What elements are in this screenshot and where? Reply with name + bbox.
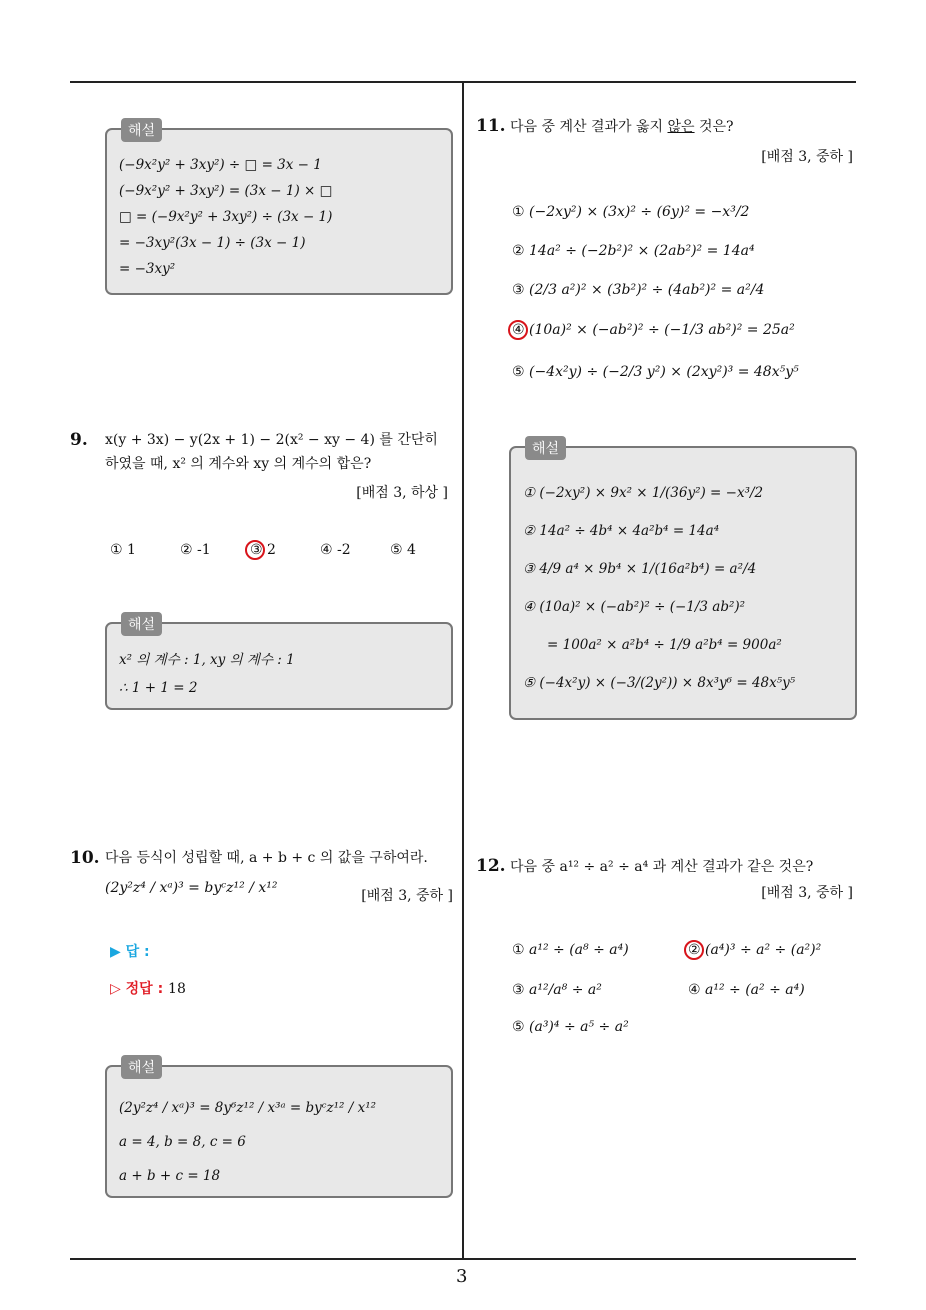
q8-solution-line: = −3xy²(3x − 1) ÷ (3x − 1)	[119, 235, 306, 251]
q10-equation: (2y²z⁴ / xᵃ)³ = byᶜz¹² / x¹²	[105, 880, 278, 896]
q11-solution-line: ① (−2xy²) × 9x² × 1/(36y²) = −x³/2	[523, 485, 764, 501]
page-number: 3	[456, 1266, 468, 1287]
q12-score: [배점 3, 중하 ]	[761, 885, 853, 901]
q11-solution-line: ⑤ (−4x²y) × (−3/(2y²)) × 8x³y⁶ = 48x⁵y⁵	[523, 675, 796, 691]
q10-number: 10.	[70, 848, 100, 868]
q9-text-line2: 하였을 때, x² 의 계수와 xy 의 계수의 합은?	[105, 456, 372, 472]
q10-correct-answer	[110, 978, 186, 998]
q11-underlined-word: 않은	[667, 119, 695, 135]
q12-option-3[interactable]: ③ a¹²/a⁸ ÷ a²	[512, 982, 602, 998]
q12-option-2[interactable]: ② (a⁴)³ ÷ a² ÷ (a²)²	[688, 942, 822, 958]
q8-solution-line: □ = (−9x²y² + 3xy²) ÷ (3x − 1)	[119, 209, 333, 225]
q9-option-2[interactable]: ② -1	[180, 542, 211, 558]
q9-option-4[interactable]: ④ -2	[320, 542, 351, 558]
q9-option-5[interactable]: ⑤ 4	[390, 542, 416, 558]
q10-solution-box	[105, 1060, 453, 1198]
q11-solution-line: ② 14a² ÷ 4b⁴ × 4a²b⁴ = 14a⁴	[523, 523, 720, 539]
q9-option-3[interactable]: ③ 2	[250, 542, 276, 558]
solution-tag: 해설	[121, 612, 162, 636]
q11-solution-line: = 100a² × a²b⁴ ÷ 1/9 a²b⁴ = 900a²	[547, 637, 782, 653]
q8-solution-line: = −3xy²	[119, 261, 176, 277]
q8-solution-line: (−9x²y² + 3xy²) = (3x − 1) × □	[119, 183, 333, 199]
solution-tag: 해설	[121, 1055, 162, 1079]
q9-score: [배점 3, 하상 ]	[356, 485, 448, 501]
q10-question: 다음 등식이 성립할 때, a + b + c 의 값을 구하여라.	[105, 850, 428, 866]
q11-solution-box	[509, 441, 857, 720]
q9-question	[105, 428, 455, 476]
column-divider	[462, 83, 464, 1258]
bottom-rule	[70, 1258, 856, 1260]
q11-option-5[interactable]: ⑤ (−4x²y) ÷ (−2/3 y²) × (2xy²)³ = 48x⁵y⁵	[512, 364, 799, 380]
q12-option-4[interactable]: ④ a¹² ÷ (a² ÷ a⁴)	[688, 982, 805, 998]
q11-option-4[interactable]: ④ (10a)² × (−ab²)² ÷ (−1/3 ab²)² = 25a²	[512, 322, 795, 338]
q10-score: [배점 3, 중하 ]	[361, 888, 453, 904]
q11-solution-line: ④ (10a)² × (−ab²)² ÷ (−1/3 ab²)²	[523, 599, 746, 615]
q9-answer-circle-icon	[245, 540, 265, 560]
q11-option-3[interactable]: ③ (2/3 a²)² × (3b²)² ÷ (4ab²)² = a²/4	[512, 282, 765, 298]
q8-solution-box	[105, 123, 453, 295]
q10-answer-label: ▶ 답 :	[110, 944, 150, 960]
q11-solution-line: ③ 4/9 a⁴ × 9b⁴ × 1/(16a²b⁴) = a²/4	[523, 561, 757, 577]
q11-option-2[interactable]: ② 14a² ÷ (−2b²)² × (2ab²)² = 14a⁴	[512, 243, 755, 259]
solution-tag: 해설	[121, 118, 162, 142]
q9-solution-box	[105, 617, 453, 710]
q12-option-1[interactable]: ① a¹² ÷ (a⁸ ÷ a⁴)	[512, 942, 629, 958]
q9-solution-line: ∴ 1 + 1 = 2	[119, 680, 198, 696]
q11-number: 11.	[476, 116, 506, 136]
q9-solution-line: x² 의 계수 : 1, xy 의 계수 : 1	[119, 652, 295, 668]
q10-solution-line: (2y²z⁴ / xᵃ)³ = 8y⁶z¹² / x³ᵃ = byᶜz¹² / x¹²	[119, 1100, 377, 1116]
q11-option-1[interactable]: ① (−2xy²) × (3x)² ÷ (6y)² = −x³/2	[512, 204, 750, 220]
q9-option-1[interactable]: ① 1	[110, 542, 136, 558]
q10-correct-label: ▷ 정답 :	[110, 981, 164, 997]
q12-answer-circle-icon	[684, 940, 704, 960]
q11-answer-circle-icon	[508, 320, 528, 340]
q11-question: 다음 중 계산 결과가 옳지 않은 것은?	[510, 119, 734, 135]
q12-option-5[interactable]: ⑤ (a³)⁴ ÷ a⁵ ÷ a²	[512, 1019, 629, 1035]
q12-question: 다음 중 a¹² ÷ a² ÷ a⁴ 과 계산 결과가 같은 것은?	[510, 859, 814, 875]
q9-number: 9.	[70, 430, 88, 450]
q8-solution-line: (−9x²y² + 3xy²) ÷ □ = 3x − 1	[119, 157, 322, 173]
q10-correct-value: 18	[168, 981, 186, 997]
solution-tag: 해설	[525, 436, 566, 460]
q10-solution-line: a + b + c = 18	[119, 1168, 221, 1184]
q12-number: 12.	[476, 856, 506, 876]
q11-score: [배점 3, 중하 ]	[761, 149, 853, 165]
q10-solution-line: a = 4, b = 8, c = 6	[119, 1134, 246, 1150]
q9-text-line1: x(y + 3x) − y(2x + 1) − 2(x² − xy − 4) 를 간단히	[105, 432, 438, 448]
